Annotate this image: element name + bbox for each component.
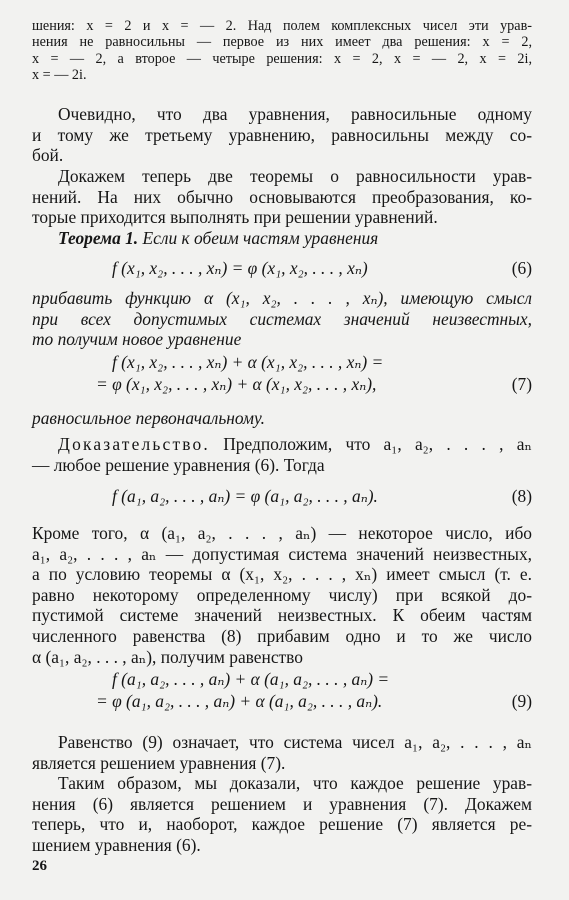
equation-6: f (x₁, x₂, . . . , xₙ) = φ (x₁, x₂, . . . , xₙ): [112, 258, 368, 278]
text-line: пустимой системе значений неизвестных. К обеим частям: [32, 605, 532, 626]
equation-number: (8): [511, 486, 532, 506]
top-paragraph: [32, 18, 532, 84]
theorem-title: Теорема 1.: [58, 228, 139, 248]
proof-paragraph: [32, 434, 532, 475]
text-line: прибавить функцию α (x₁, x₂, . . . , xₙ), имеющую смысл: [32, 288, 532, 308]
text-line: x = — 2i.: [32, 67, 87, 84]
text-line: шением уравнения (6).: [32, 834, 201, 855]
text-line: является решением уравнения (7).: [32, 752, 286, 773]
text-line: равносильное первоначальному.: [32, 408, 265, 428]
text-line: то получим новое уравнение: [32, 329, 242, 350]
text-line: Равенство (9) означает, что система чисел a₁, a₂, . . . , aₙ: [58, 732, 532, 752]
equation-number: (9): [511, 691, 532, 711]
page-number: 26: [32, 858, 47, 874]
text-line: α (a₁, a₂, . . . , aₙ), получим равенство: [32, 646, 303, 667]
text-line: шения: x = 2 и x = — 2. Над полем комплексных чисел эти урав-: [32, 18, 532, 34]
text-line: при всех допустимых системах значений неизвестных,: [32, 308, 532, 329]
paragraph-besides: [32, 523, 532, 667]
paragraph-obvious: [32, 104, 532, 166]
text-line: нений. На них обычно основываются преобразования, ко-: [32, 186, 532, 207]
paragraph-equality-9: [32, 732, 532, 773]
paragraph-thus: [32, 773, 532, 855]
text-line: торые приходится выполнять при решении уравнений.: [32, 207, 438, 228]
equation-8: f (a₁, a₂, . . . , aₙ) = φ (a₁, a₂, . . . , aₙ).: [112, 486, 378, 506]
text-line: и тому же третьему уравнению, равносильны между со-: [32, 124, 532, 145]
equation-7-line2: = φ (x₁, x₂, . . . , xₙ) + α (x₁, x₂, . . . , xₙ),: [96, 374, 377, 394]
theorem-text: Если к обеим частям уравнения: [142, 228, 379, 248]
proof-label: Доказательство.: [58, 434, 210, 454]
equation-9-line2: = φ (a₁, a₂, . . . , aₙ) + α (a₁, a₂, . . . , aₙ).: [96, 691, 383, 711]
text-line: нения (6) является решением и уравнения (7). Докажем: [32, 793, 532, 814]
proof-text: Предположим, что a₁, a₂, . . . , aₙ: [209, 434, 532, 454]
text-line: теперь, что и, наоборот, каждое решение (7) является ре-: [32, 814, 532, 835]
equation-9-line1: f (a₁, a₂, . . . , aₙ) + α (a₁, a₂, . . . , aₙ) =: [112, 669, 390, 689]
text-line: численного равенства (8) прибавим одно и то же число: [32, 625, 532, 646]
text-line: бой.: [32, 145, 64, 166]
text-line: равно некоторому определенному числу) при всякой до-: [32, 584, 532, 605]
equation-7-line1: f (x₁, x₂, . . . , xₙ) + α (x₁, x₂, . . . , xₙ) =: [112, 352, 384, 372]
text-line: a₁, a₂, . . . , aₙ — допустимая система значений неизвестных,: [32, 543, 532, 564]
text-line: Кроме того, α (a₁, a₂, . . . , aₙ) — некоторое число, ибо: [32, 523, 532, 543]
text-line: Докажем теперь две теоремы о равносильности урав-: [58, 166, 532, 186]
text-line: Очевидно, что два уравнения, равносильные одному: [58, 104, 532, 124]
theorem-end: [32, 408, 532, 429]
text-line: x = — 2, а второе — четыре решения: x = 2, x = — 2, x = 2i,: [32, 50, 532, 67]
text-line: а по условию теоремы α (x₁, x₂, . . . , xₙ) имеет смысл (т. е.: [32, 564, 532, 585]
equation-number: (6): [511, 258, 532, 278]
paragraph-prove-intro: [32, 166, 532, 228]
theorem-continuation: [32, 288, 532, 350]
theorem-statement: [32, 228, 532, 249]
text-line: нения не равносильны — первое из них имеет два решения: x = 2,: [32, 34, 532, 51]
equation-number: (7): [511, 374, 532, 394]
text-line: Таким образом, мы доказали, что каждое решение урав-: [58, 773, 532, 793]
text-line: — любое решение уравнения (6). Тогда: [32, 454, 325, 475]
